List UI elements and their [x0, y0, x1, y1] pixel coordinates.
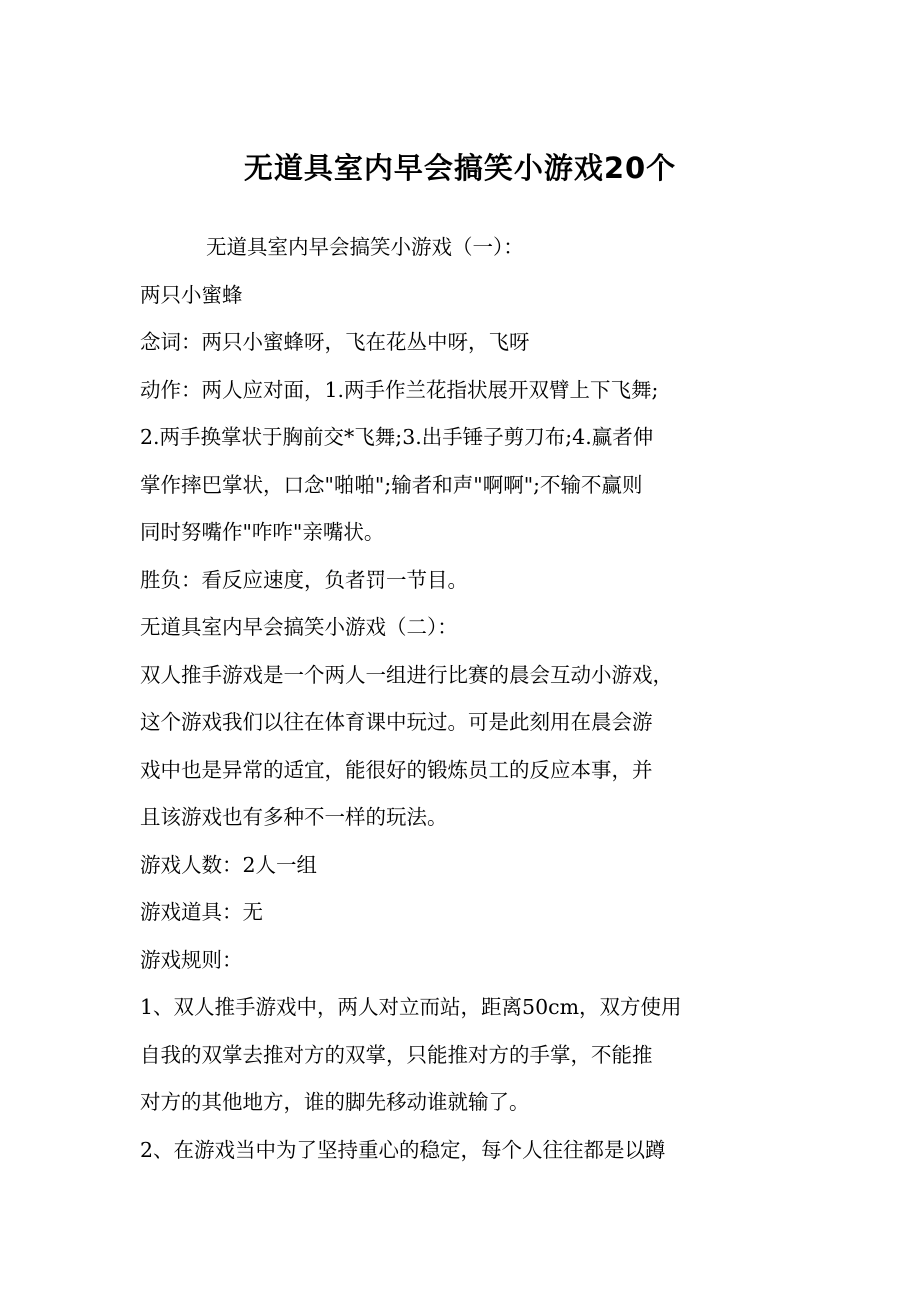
- document-title: 无道具室内早会搞笑小游戏20个: [243, 151, 677, 185]
- paragraph-line: 2、在游戏当中为了坚持重心的稳定，每个人往往都是以蹲: [140, 1137, 666, 1162]
- paragraph-line: 游戏道具：无: [140, 900, 263, 924]
- paragraph-line: 这个游戏我们以往在体育课中玩过。可是此刻用在晨会游: [140, 710, 653, 734]
- paragraph-line: 2.两手换掌状于胸前交*飞舞;3.出手锤子剪刀布;4.赢者伸: [140, 425, 654, 449]
- game-name: 两只小蜜蜂: [140, 282, 243, 307]
- paragraph-line: 动作：两人应对面，1.两手作兰花指状展开双臂上下飞舞;: [140, 377, 659, 402]
- paragraph-line: 游戏规则：: [140, 947, 243, 972]
- section-heading-1: 无道具室内早会搞笑小游戏（一）：: [206, 235, 524, 259]
- section-heading-2: 无道具室内早会搞笑小游戏（二）：: [140, 615, 458, 639]
- paragraph-line: 且该游戏也有多种不一样的玩法。: [140, 805, 448, 829]
- paragraph-line: 念词：两只小蜜蜂呀，飞在花丛中呀，飞呀: [140, 330, 530, 354]
- document-body: [140, 224, 780, 1174]
- paragraph-line: 1、双人推手游戏中，两人对立而站，距离50cm，双方使用: [140, 995, 682, 1019]
- paragraph-line: 游戏人数：2人一组: [140, 852, 318, 877]
- paragraph-line: 同时努嘴作"咋咋"亲嘴状。: [140, 520, 385, 544]
- paragraph-line: 对方的其他地方，谁的脚先移动谁就输了。: [140, 1090, 530, 1114]
- paragraph-line: 双人推手游戏是一个两人一组进行比赛的晨会互动小游戏，: [140, 662, 673, 687]
- paragraph-line: 戏中也是异常的适宜，能很好的锻炼员工的反应本事，并: [140, 757, 653, 782]
- paragraph-line: 胜负：看反应速度，负者罚一节目。: [140, 567, 468, 592]
- paragraph-line: 自我的双掌去推对方的双掌，只能推对方的手掌，不能推: [140, 1042, 653, 1067]
- paragraph-line: 掌作摔巴掌状，口念"啪啪";输者和声"啊啊";不输不赢则: [140, 472, 643, 497]
